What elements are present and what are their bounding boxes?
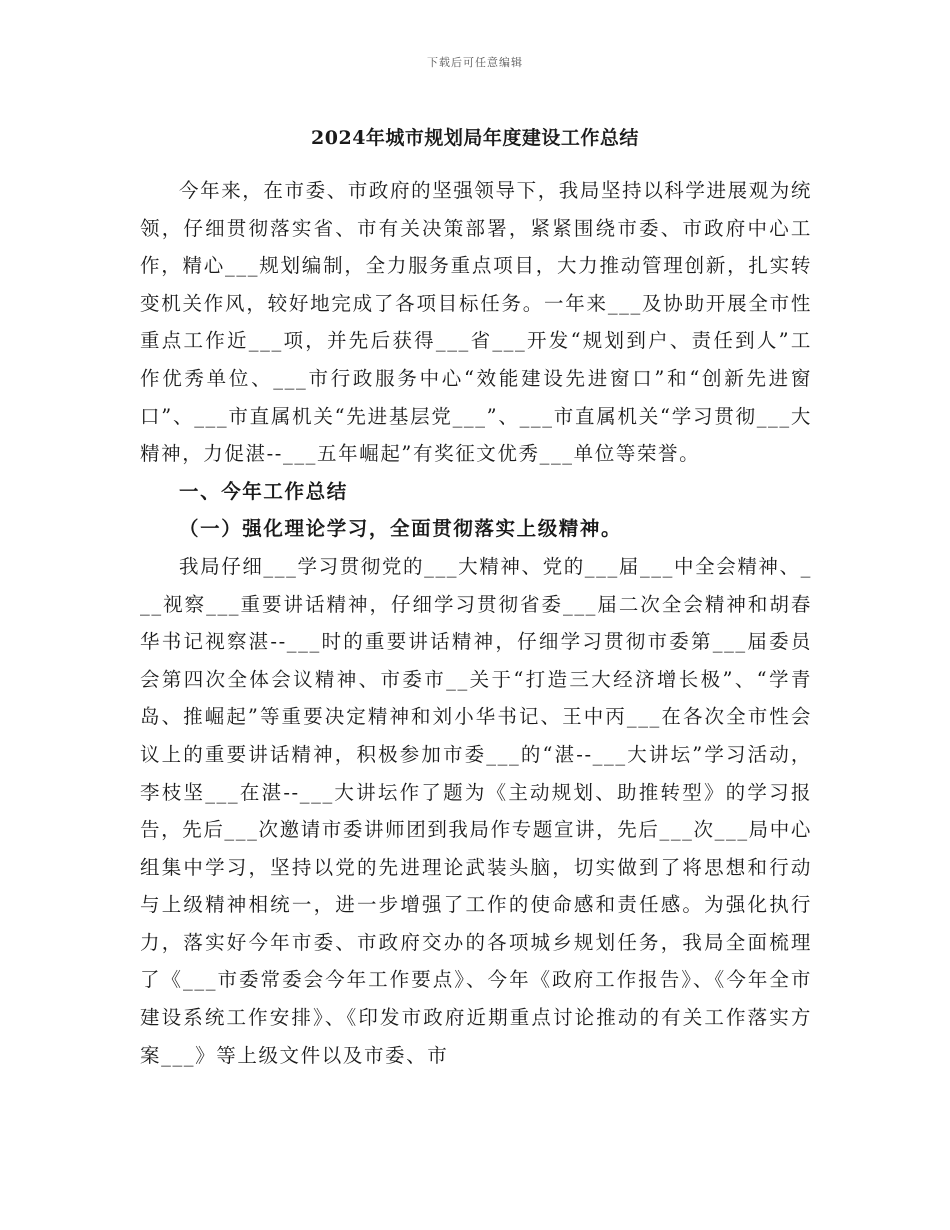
section-heading: 一、今年工作总结 [179,479,348,503]
header-note: 下载后可任意编辑 [427,56,523,69]
document-body [140,172,812,1074]
document-title: 2024年城市规划局年度建设工作总结 [311,127,639,149]
subsection-heading: （一）强化理论学习，全面贯彻落实上级精神。 [179,517,623,541]
intro-paragraph: 今年来，在市委、市政府的坚强领导下，我局坚持以科学进展观为统领，仔细贯彻落实省、市有关决策部署，紧紧围绕市委、市政府中心工作，精心___规划编制，全力服务重点项目，大力推动管理创新，扎实转变机关作风，较好地完成了各项目标任务。一年来___及协助开展全市性重点工作近___项，并先后获得___省___开发“规划到户、责任到人”工作优秀单位、___市行政服务中心“效能建设先进窗口”和“创新先进窗口”、___市直属机关“先进基层党___”、___市直属机关“学习贯彻___大精神，力促湛--___五年崛起”有奖征文优秀___单位等荣誉。 [140,179,813,466]
section-body-paragraph: 我局仔细___学习贯彻党的___大精神、党的___届___中全会精神、___视察___重要讲话精神，仔细学习贯彻省委___届二次全会精神和胡春华书记视察湛--___时的重要讲话精神，仔细学习贯彻市委第___届委员会第四次全体会议精神、市委市__关于“打造三大经济增长极”、“学青岛、推崛起”等重要决定精神和刘小华书记、王中丙___在各次全市性会议上的重要讲话精神，积极参加市委___的“湛--___大讲坛”学习活动，李枝坚___在湛--___大讲坛作了题为《主动规划、助推转型》的学习报告，先后___次邀请市委讲师团到我局作专题宣讲，先后___次___局中心组集中学习，坚持以党的先进理论武装头脑，切实做到了将思想和行动与上级精神相统一，进一步增强了工作的使命感和责任感。为强化执行力，落实好今年市委、市政府交办的各项城乡规划任务，我局全面梳理了《___市委常委会今年工作要点》、今年《政府工作报告》、《今年全市建设系统工作安排》、《印发市政府近期重点讨论推动的有关工作落实方案___》等上级文件以及市委、市 [140,554,812,1067]
